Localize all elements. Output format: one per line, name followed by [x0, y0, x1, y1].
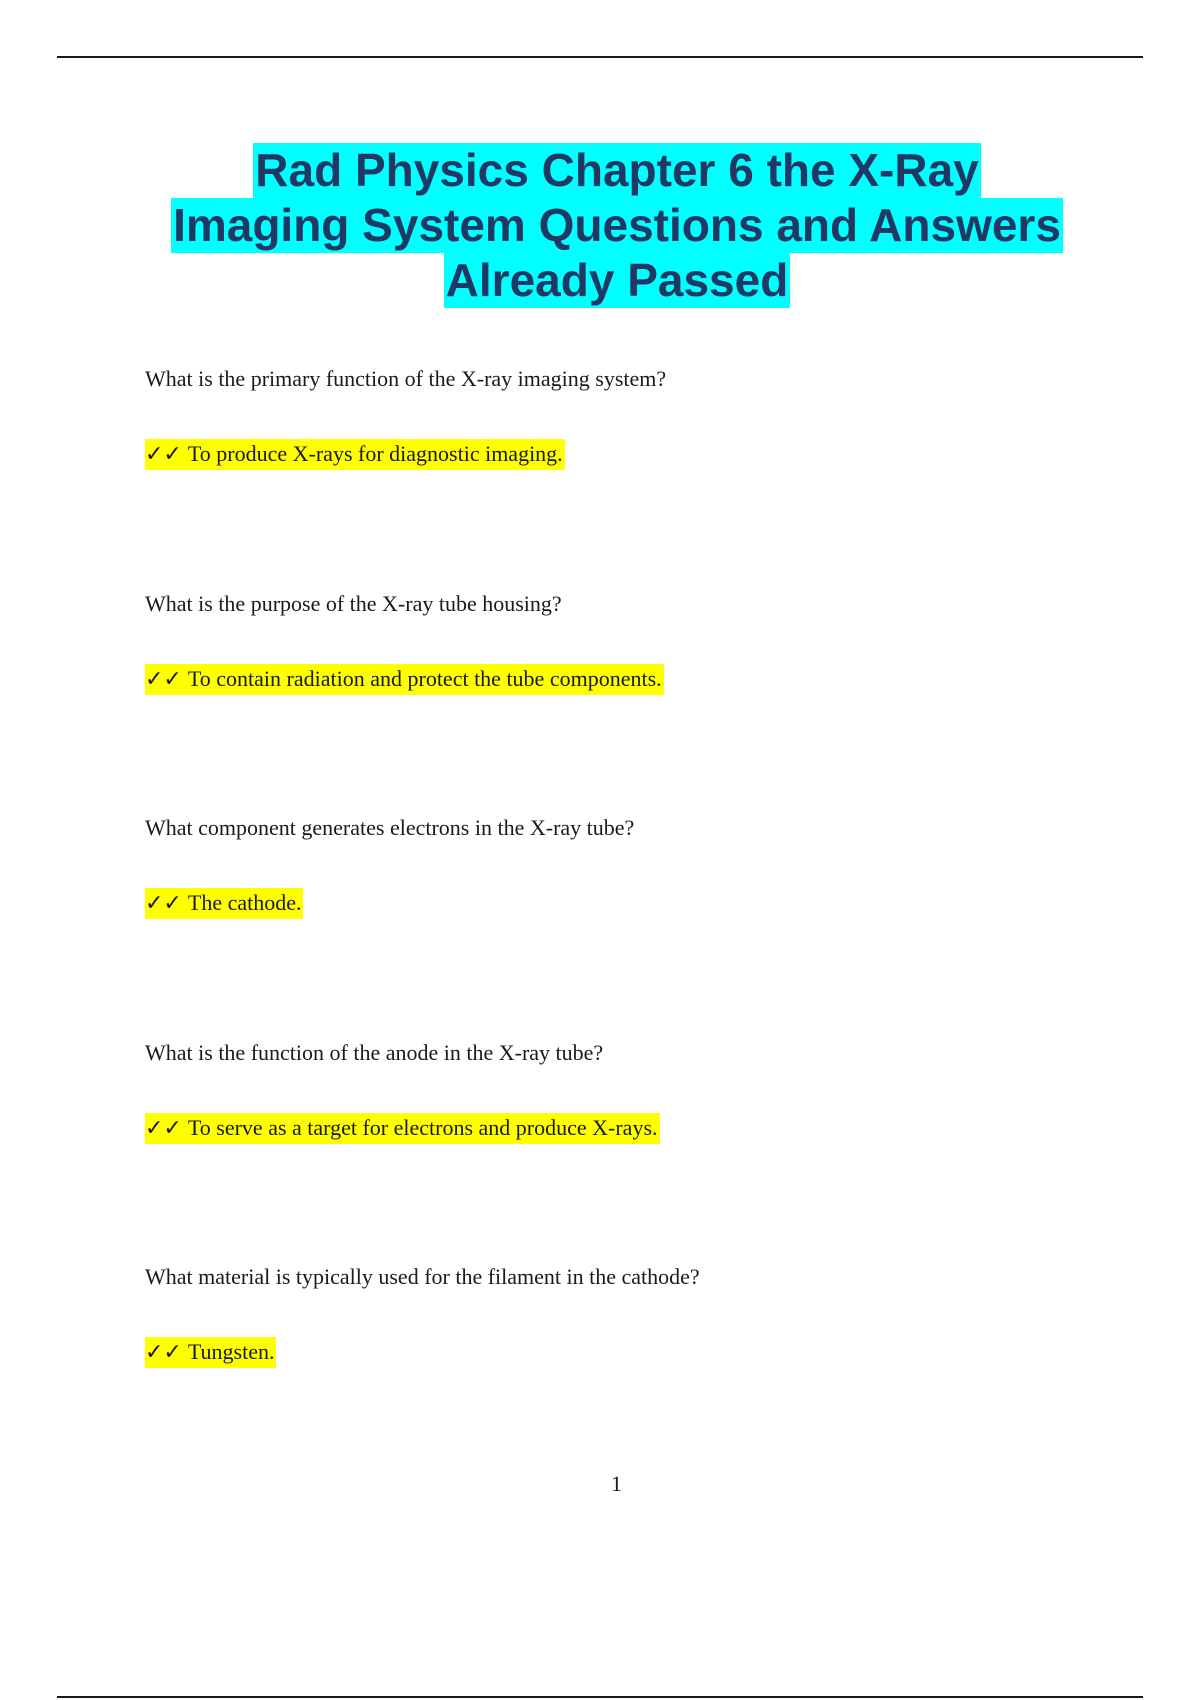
answer-value: To serve as a target for electrons and produce X-rays.: [187, 1114, 658, 1140]
top-rule: [57, 56, 1143, 58]
question-text: What component generates electrons in the X-ray tube?: [145, 815, 635, 840]
check-mark-icon: ✓✓: [145, 442, 182, 467]
answer-text: [145, 439, 565, 470]
qa-item: [145, 590, 1125, 815]
question-text: What material is typically used for the filament in the cathode?: [145, 1264, 700, 1289]
answer-value: The cathode.: [187, 890, 302, 915]
question-text: What is the function of the anode in the X-ray tube?: [145, 1039, 604, 1065]
check-mark-icon: ✓✓: [145, 891, 182, 916]
qa-list: [145, 365, 1125, 1488]
answer-text: [145, 1337, 276, 1368]
check-mark-icon: ✓✓: [145, 1115, 182, 1141]
title-line-1: Rad Physics Chapter 6 the X-Ray: [255, 144, 979, 196]
answer-text: [145, 888, 303, 919]
question-text: What is the purpose of the X-ray tube housing?: [145, 590, 562, 616]
answer-value: Tungsten.: [187, 1339, 275, 1364]
qa-item: [145, 1263, 1125, 1488]
document-title: [100, 143, 1134, 308]
page-number: 1: [611, 1471, 622, 1496]
bottom-rule: [57, 1696, 1143, 1698]
check-mark-icon: ✓✓: [145, 1340, 182, 1365]
title-line-2: Imaging System Questions and Answers: [173, 199, 1061, 251]
qa-item: [145, 365, 1125, 590]
answer-text: [145, 664, 664, 695]
check-mark-icon: ✓✓: [145, 666, 182, 692]
answer-value: To produce X-rays for diagnostic imaging.: [187, 441, 563, 466]
answer-text: [145, 1113, 660, 1144]
qa-item: [145, 1039, 1125, 1264]
question-text: What is the primary function of the X-ray imaging system?: [145, 366, 667, 391]
answer-value: To contain radiation and protect the tube components.: [187, 665, 662, 691]
title-line-3: Already Passed: [445, 254, 789, 306]
qa-item: [145, 814, 1125, 1039]
